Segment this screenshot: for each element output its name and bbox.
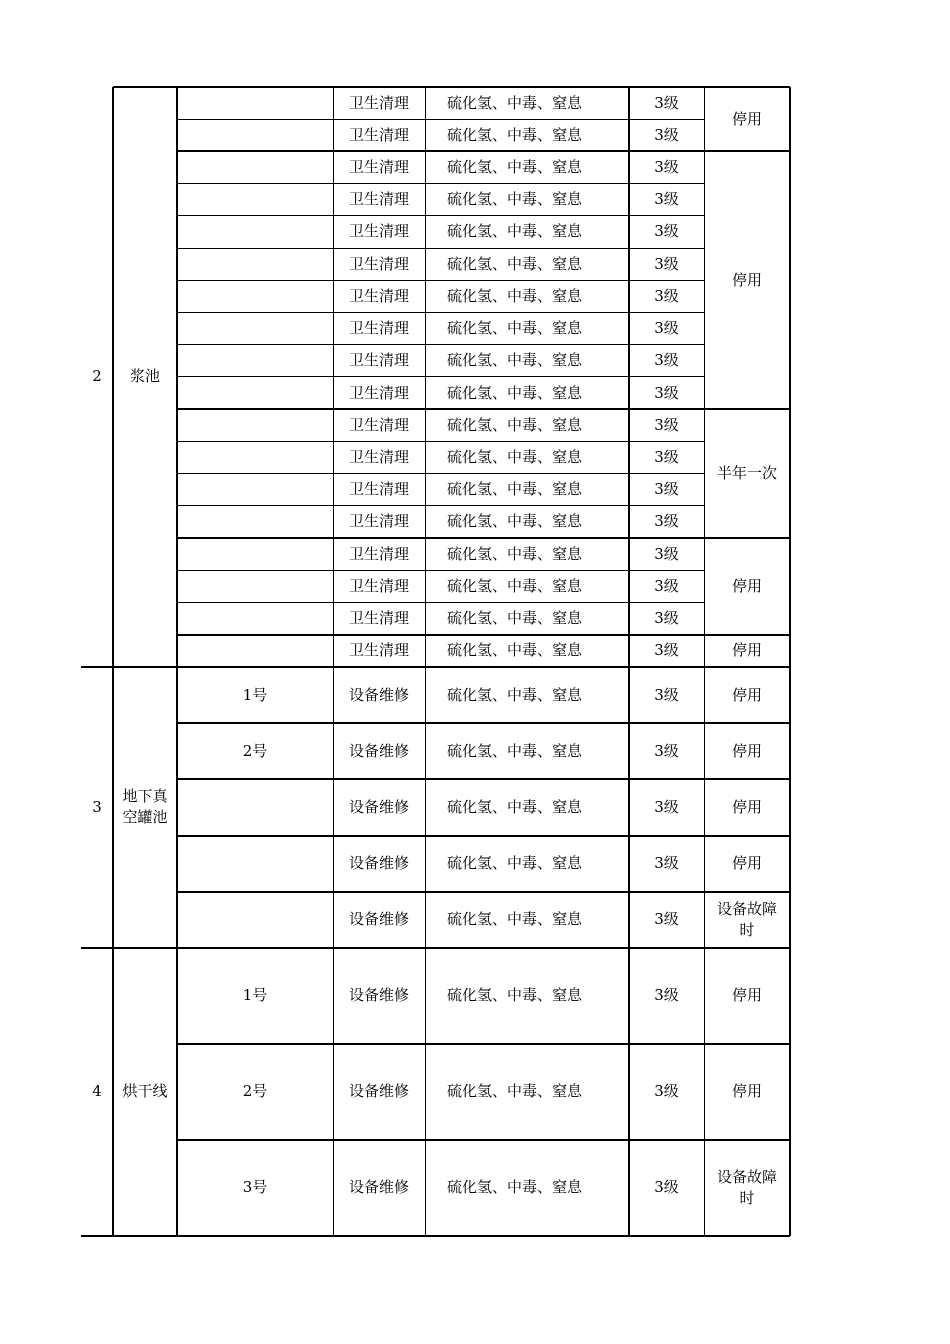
grid-line	[177, 778, 790, 780]
unit-id-cell	[177, 345, 333, 377]
risk-level-cell: 3级	[654, 741, 679, 760]
status-cell: 停用	[731, 270, 762, 289]
work-type-cell: 卫生清理	[348, 286, 409, 305]
status-cell: 停用	[731, 1082, 762, 1101]
grid-line	[177, 150, 790, 152]
unit-id-cell: 3号	[242, 1178, 268, 1197]
work-type-cell: 卫生清理	[348, 190, 409, 209]
unit-id-cell	[177, 216, 333, 248]
risk-level-cell: 3级	[654, 797, 679, 816]
unit-id-cell	[177, 280, 333, 312]
risk-level-cell: 3级	[654, 93, 679, 112]
grid-line	[81, 947, 790, 949]
grid-line	[177, 280, 704, 281]
hazard-cell: 硫化氢、中毒、窒息	[447, 512, 583, 531]
risk-level-cell: 3级	[654, 576, 679, 595]
section-name: 浆池	[129, 367, 160, 386]
grid-line	[113, 86, 790, 88]
risk-level-cell: 3级	[654, 854, 679, 873]
unit-id-cell: 1号	[242, 685, 268, 704]
grid-line	[177, 537, 790, 539]
work-type-cell: 设备维修	[348, 986, 409, 1005]
risk-level-cell: 3级	[654, 641, 679, 660]
unit-id-cell: 1号	[242, 986, 268, 1005]
status-cell: 停用	[731, 576, 762, 595]
unit-id-cell	[177, 635, 333, 667]
unit-id-cell	[177, 570, 333, 602]
grid-line	[177, 835, 790, 837]
grid-line	[177, 473, 704, 474]
status-cell: 停用	[731, 797, 762, 816]
hazard-cell: 硫化氢、中毒、窒息	[447, 1178, 583, 1197]
risk-level-cell: 3级	[654, 190, 679, 209]
status-cell: 设备故障 时	[716, 899, 777, 939]
risk-level-cell: 3级	[654, 480, 679, 499]
section-index: 2	[92, 367, 102, 386]
risk-level-cell: 3级	[654, 158, 679, 177]
work-type-cell: 卫生清理	[348, 254, 409, 273]
status-cell: 设备故障 时	[716, 1167, 777, 1207]
grid-line	[425, 87, 426, 1236]
work-type-cell: 卫生清理	[348, 93, 409, 112]
unit-id-cell	[177, 248, 333, 280]
risk-level-cell: 3级	[654, 286, 679, 305]
work-type-cell: 卫生清理	[348, 415, 409, 434]
risk-level-cell: 3级	[654, 351, 679, 370]
status-cell: 停用	[731, 641, 762, 660]
unit-id-cell	[177, 377, 333, 409]
grid-line	[177, 441, 704, 442]
unit-id-cell	[177, 184, 333, 216]
work-type-cell: 卫生清理	[348, 641, 409, 660]
work-type-cell: 设备维修	[348, 1082, 409, 1101]
work-type-cell: 卫生清理	[348, 351, 409, 370]
hazard-cell: 硫化氢、中毒、窒息	[447, 254, 583, 273]
hazard-cell: 硫化氢、中毒、窒息	[447, 986, 583, 1005]
grid-line	[789, 87, 791, 1236]
risk-level-cell: 3级	[654, 415, 679, 434]
grid-line	[177, 1043, 790, 1045]
risk-level-cell: 3级	[654, 1178, 679, 1197]
risk-level-cell: 3级	[654, 986, 679, 1005]
hazard-cell: 硫化氢、中毒、窒息	[447, 741, 583, 760]
work-type-cell: 卫生清理	[348, 125, 409, 144]
grid-line	[177, 722, 790, 724]
risk-level-cell: 3级	[654, 254, 679, 273]
hazard-cell: 硫化氢、中毒、窒息	[447, 286, 583, 305]
grid-line	[177, 119, 704, 120]
hazard-cell: 硫化氢、中毒、窒息	[447, 910, 583, 929]
unit-id-cell	[177, 474, 333, 506]
grid-line	[177, 634, 790, 636]
unit-id-cell	[177, 87, 333, 119]
unit-id-cell	[177, 506, 333, 538]
status-cell: 停用	[731, 854, 762, 873]
hazard-cell: 硫化氢、中毒、窒息	[447, 797, 583, 816]
risk-level-cell: 3级	[654, 910, 679, 929]
unit-id-cell	[177, 151, 333, 183]
section-name: 地下真 空罐池	[122, 787, 168, 827]
risk-level-cell: 3级	[654, 222, 679, 241]
grid-line	[177, 248, 704, 249]
unit-id-cell	[177, 409, 333, 441]
risk-level-cell: 3级	[654, 1082, 679, 1101]
work-type-cell: 设备维修	[348, 797, 409, 816]
hazard-cell: 硫化氢、中毒、窒息	[447, 93, 583, 112]
unit-id-cell	[177, 603, 333, 635]
hazard-cell: 硫化氢、中毒、窒息	[447, 222, 583, 241]
work-type-cell: 卫生清理	[348, 448, 409, 467]
risk-level-cell: 3级	[654, 544, 679, 563]
grid-line	[177, 376, 704, 377]
section-index: 4	[92, 1082, 102, 1101]
work-type-cell: 卫生清理	[348, 319, 409, 338]
grid-line	[704, 87, 705, 1236]
status-cell: 停用	[731, 685, 762, 704]
hazard-cell: 硫化氢、中毒、窒息	[447, 351, 583, 370]
work-type-cell: 设备维修	[348, 1178, 409, 1197]
work-type-cell: 设备维修	[348, 685, 409, 704]
section-name: 烘干线	[122, 1082, 168, 1101]
work-type-cell: 卫生清理	[348, 544, 409, 563]
hazard-cell: 硫化氢、中毒、窒息	[447, 415, 583, 434]
unit-id-cell	[177, 441, 333, 473]
unit-id-cell	[177, 892, 333, 948]
status-cell: 停用	[731, 109, 762, 128]
grid-line	[177, 344, 704, 345]
grid-line	[177, 312, 704, 313]
hazard-cell: 硫化氢、中毒、窒息	[447, 480, 583, 499]
hazard-cell: 硫化氢、中毒、窒息	[447, 1082, 583, 1101]
grid-line	[177, 602, 704, 603]
unit-id-cell	[177, 538, 333, 570]
grid-line	[176, 87, 178, 1236]
grid-line	[628, 87, 630, 1236]
work-type-cell: 设备维修	[348, 741, 409, 760]
hazard-cell: 硫化氢、中毒、窒息	[447, 685, 583, 704]
grid-line	[177, 505, 704, 506]
work-type-cell: 设备维修	[348, 854, 409, 873]
work-type-cell: 卫生清理	[348, 609, 409, 628]
grid-line	[177, 1139, 790, 1141]
risk-level-cell: 3级	[654, 512, 679, 531]
unit-id-cell: 2号	[242, 1082, 268, 1101]
work-type-cell: 卫生清理	[348, 576, 409, 595]
unit-id-cell	[177, 313, 333, 345]
grid-line	[177, 408, 790, 410]
section-index: 3	[92, 797, 102, 816]
grid-line	[177, 570, 704, 571]
grid-line	[81, 1235, 790, 1237]
grid-line	[177, 215, 704, 216]
grid-line	[333, 87, 334, 1236]
work-type-cell: 卫生清理	[348, 480, 409, 499]
hazard-cell: 硫化氢、中毒、窒息	[447, 448, 583, 467]
hazard-cell: 硫化氢、中毒、窒息	[447, 125, 583, 144]
risk-level-cell: 3级	[654, 448, 679, 467]
hazard-cell: 硫化氢、中毒、窒息	[447, 319, 583, 338]
work-type-cell: 设备维修	[348, 910, 409, 929]
hazard-cell: 硫化氢、中毒、窒息	[447, 190, 583, 209]
hazard-cell: 硫化氢、中毒、窒息	[447, 544, 583, 563]
hazard-cell: 硫化氢、中毒、窒息	[447, 383, 583, 402]
work-type-cell: 卫生清理	[348, 222, 409, 241]
status-cell: 停用	[731, 986, 762, 1005]
unit-id-cell	[177, 779, 333, 835]
work-type-cell: 卫生清理	[348, 383, 409, 402]
hazard-cell: 硫化氢、中毒、窒息	[447, 609, 583, 628]
grid-line	[177, 891, 790, 893]
work-type-cell: 卫生清理	[348, 158, 409, 177]
hazard-cell: 硫化氢、中毒、窒息	[447, 158, 583, 177]
grid-line	[112, 87, 114, 1236]
unit-id-cell	[177, 836, 333, 892]
risk-level-cell: 3级	[654, 125, 679, 144]
status-cell: 停用	[731, 741, 762, 760]
grid-line	[81, 666, 790, 668]
risk-level-cell: 3级	[654, 319, 679, 338]
risk-level-cell: 3级	[654, 383, 679, 402]
unit-id-cell: 2号	[242, 741, 268, 760]
risk-level-cell: 3级	[654, 609, 679, 628]
unit-id-cell	[177, 119, 333, 151]
risk-level-cell: 3级	[654, 685, 679, 704]
work-type-cell: 卫生清理	[348, 512, 409, 531]
hazard-cell: 硫化氢、中毒、窒息	[447, 641, 583, 660]
hazard-cell: 硫化氢、中毒、窒息	[447, 576, 583, 595]
hazard-cell: 硫化氢、中毒、窒息	[447, 854, 583, 873]
grid-line	[177, 183, 704, 184]
status-cell: 半年一次	[716, 464, 777, 483]
